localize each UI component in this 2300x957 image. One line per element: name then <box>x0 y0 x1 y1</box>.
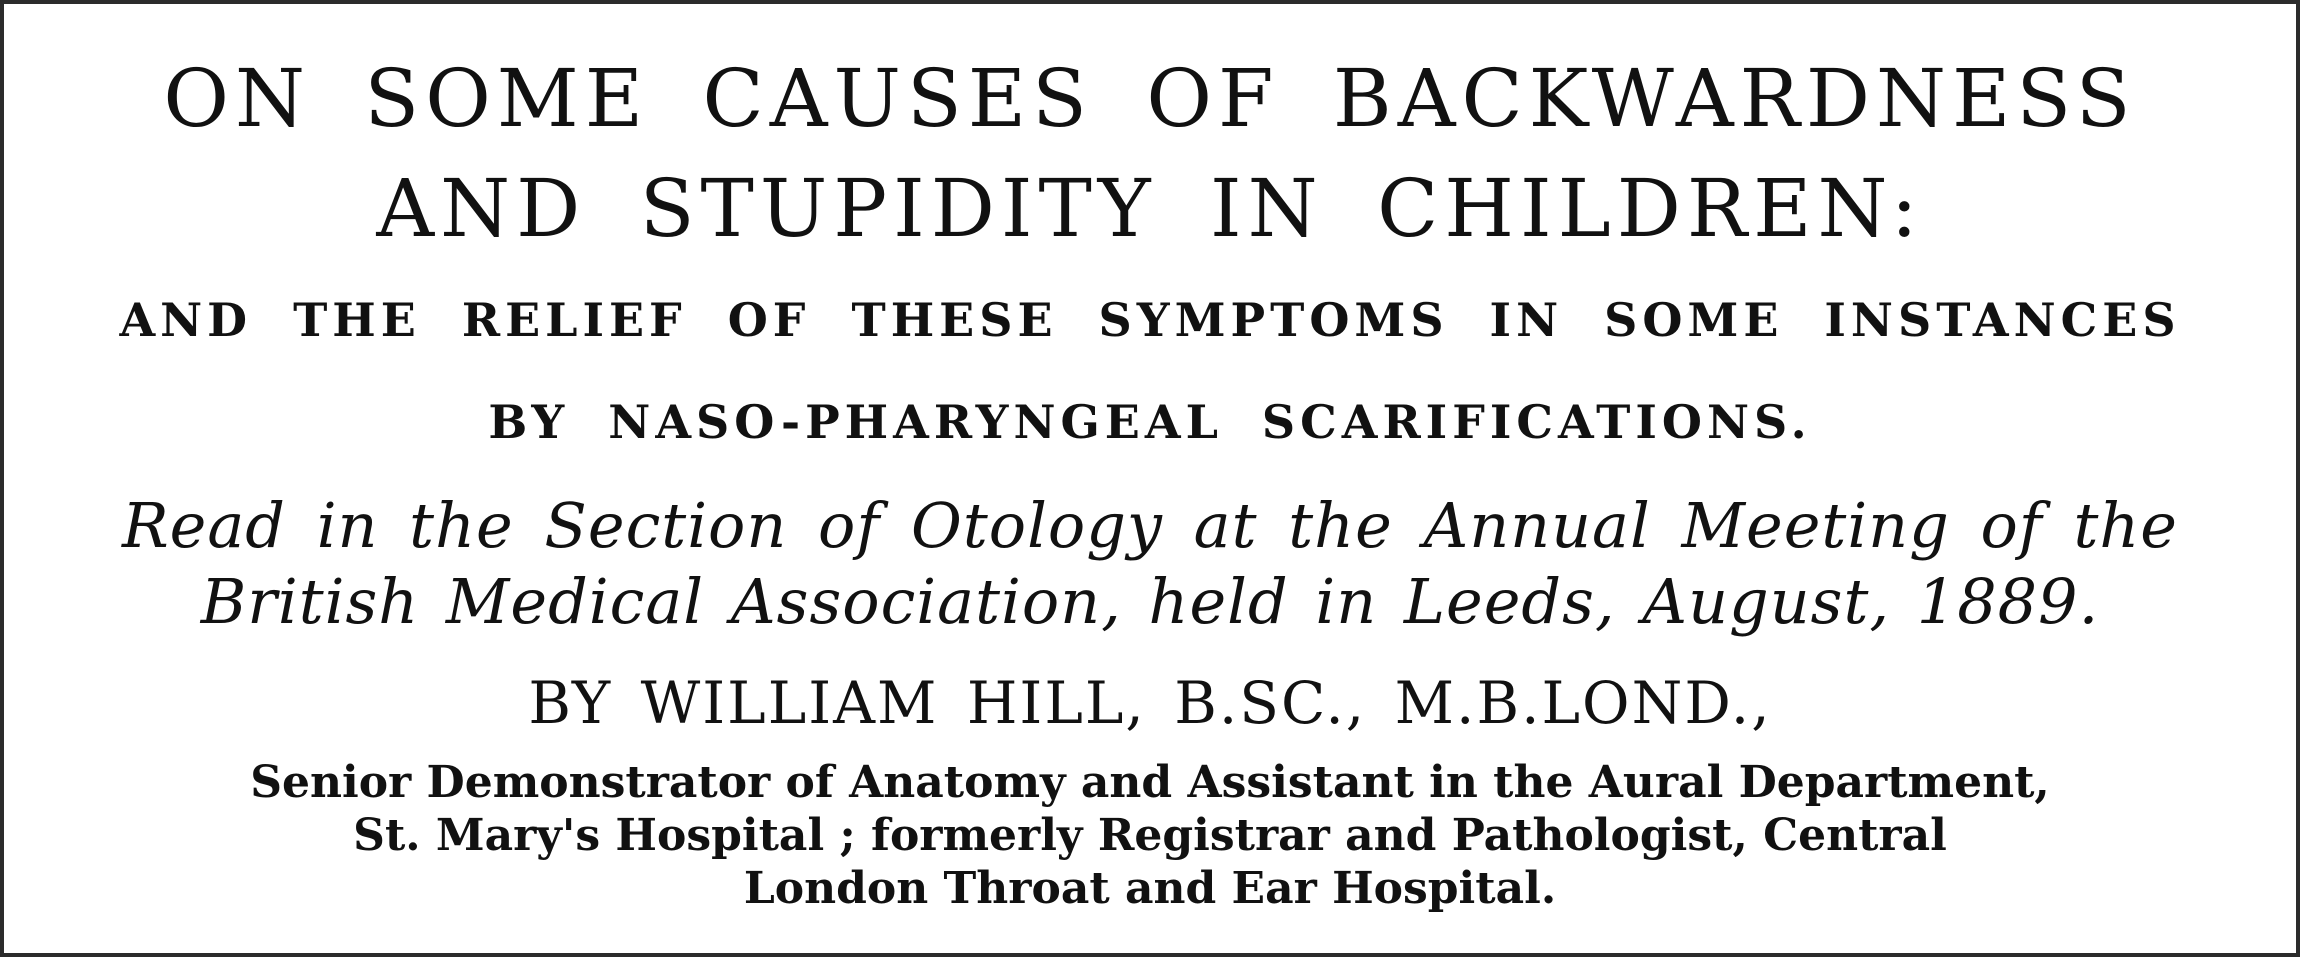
title-line-2: AND STUPIDITY IN CHILDREN: <box>376 162 1924 255</box>
author-byline: BY WILLIAM HILL, B.SC., M.B.LOND., <box>528 669 1772 737</box>
affiliation-line-2: St. Mary's Hospital ; formerly Registrar and Pathologist, Central <box>353 810 1947 861</box>
title-line-1: ON SOME CAUSES OF BACKWARDNESS <box>163 52 2137 145</box>
affiliation-line-1: Senior Demonstrator of Anatomy and Assistant in the Aural Department, <box>250 757 2050 808</box>
reading-note-line-1: Read in the Section of Otology at the Annual Meeting of the <box>121 489 2179 562</box>
reading-note-line-2: British Medical Association, held in Leeds, August, 1889. <box>200 565 2100 638</box>
subtitle-line-2: BY NASO-PHARYNGEAL SCARIFICATIONS. <box>488 395 1812 449</box>
affiliation-line-3: London Throat and Ear Hospital. <box>743 863 1557 914</box>
subtitle-line-1: AND THE RELIEF OF THESE SYMPTOMS IN SOME INSTANCES <box>119 293 2181 347</box>
